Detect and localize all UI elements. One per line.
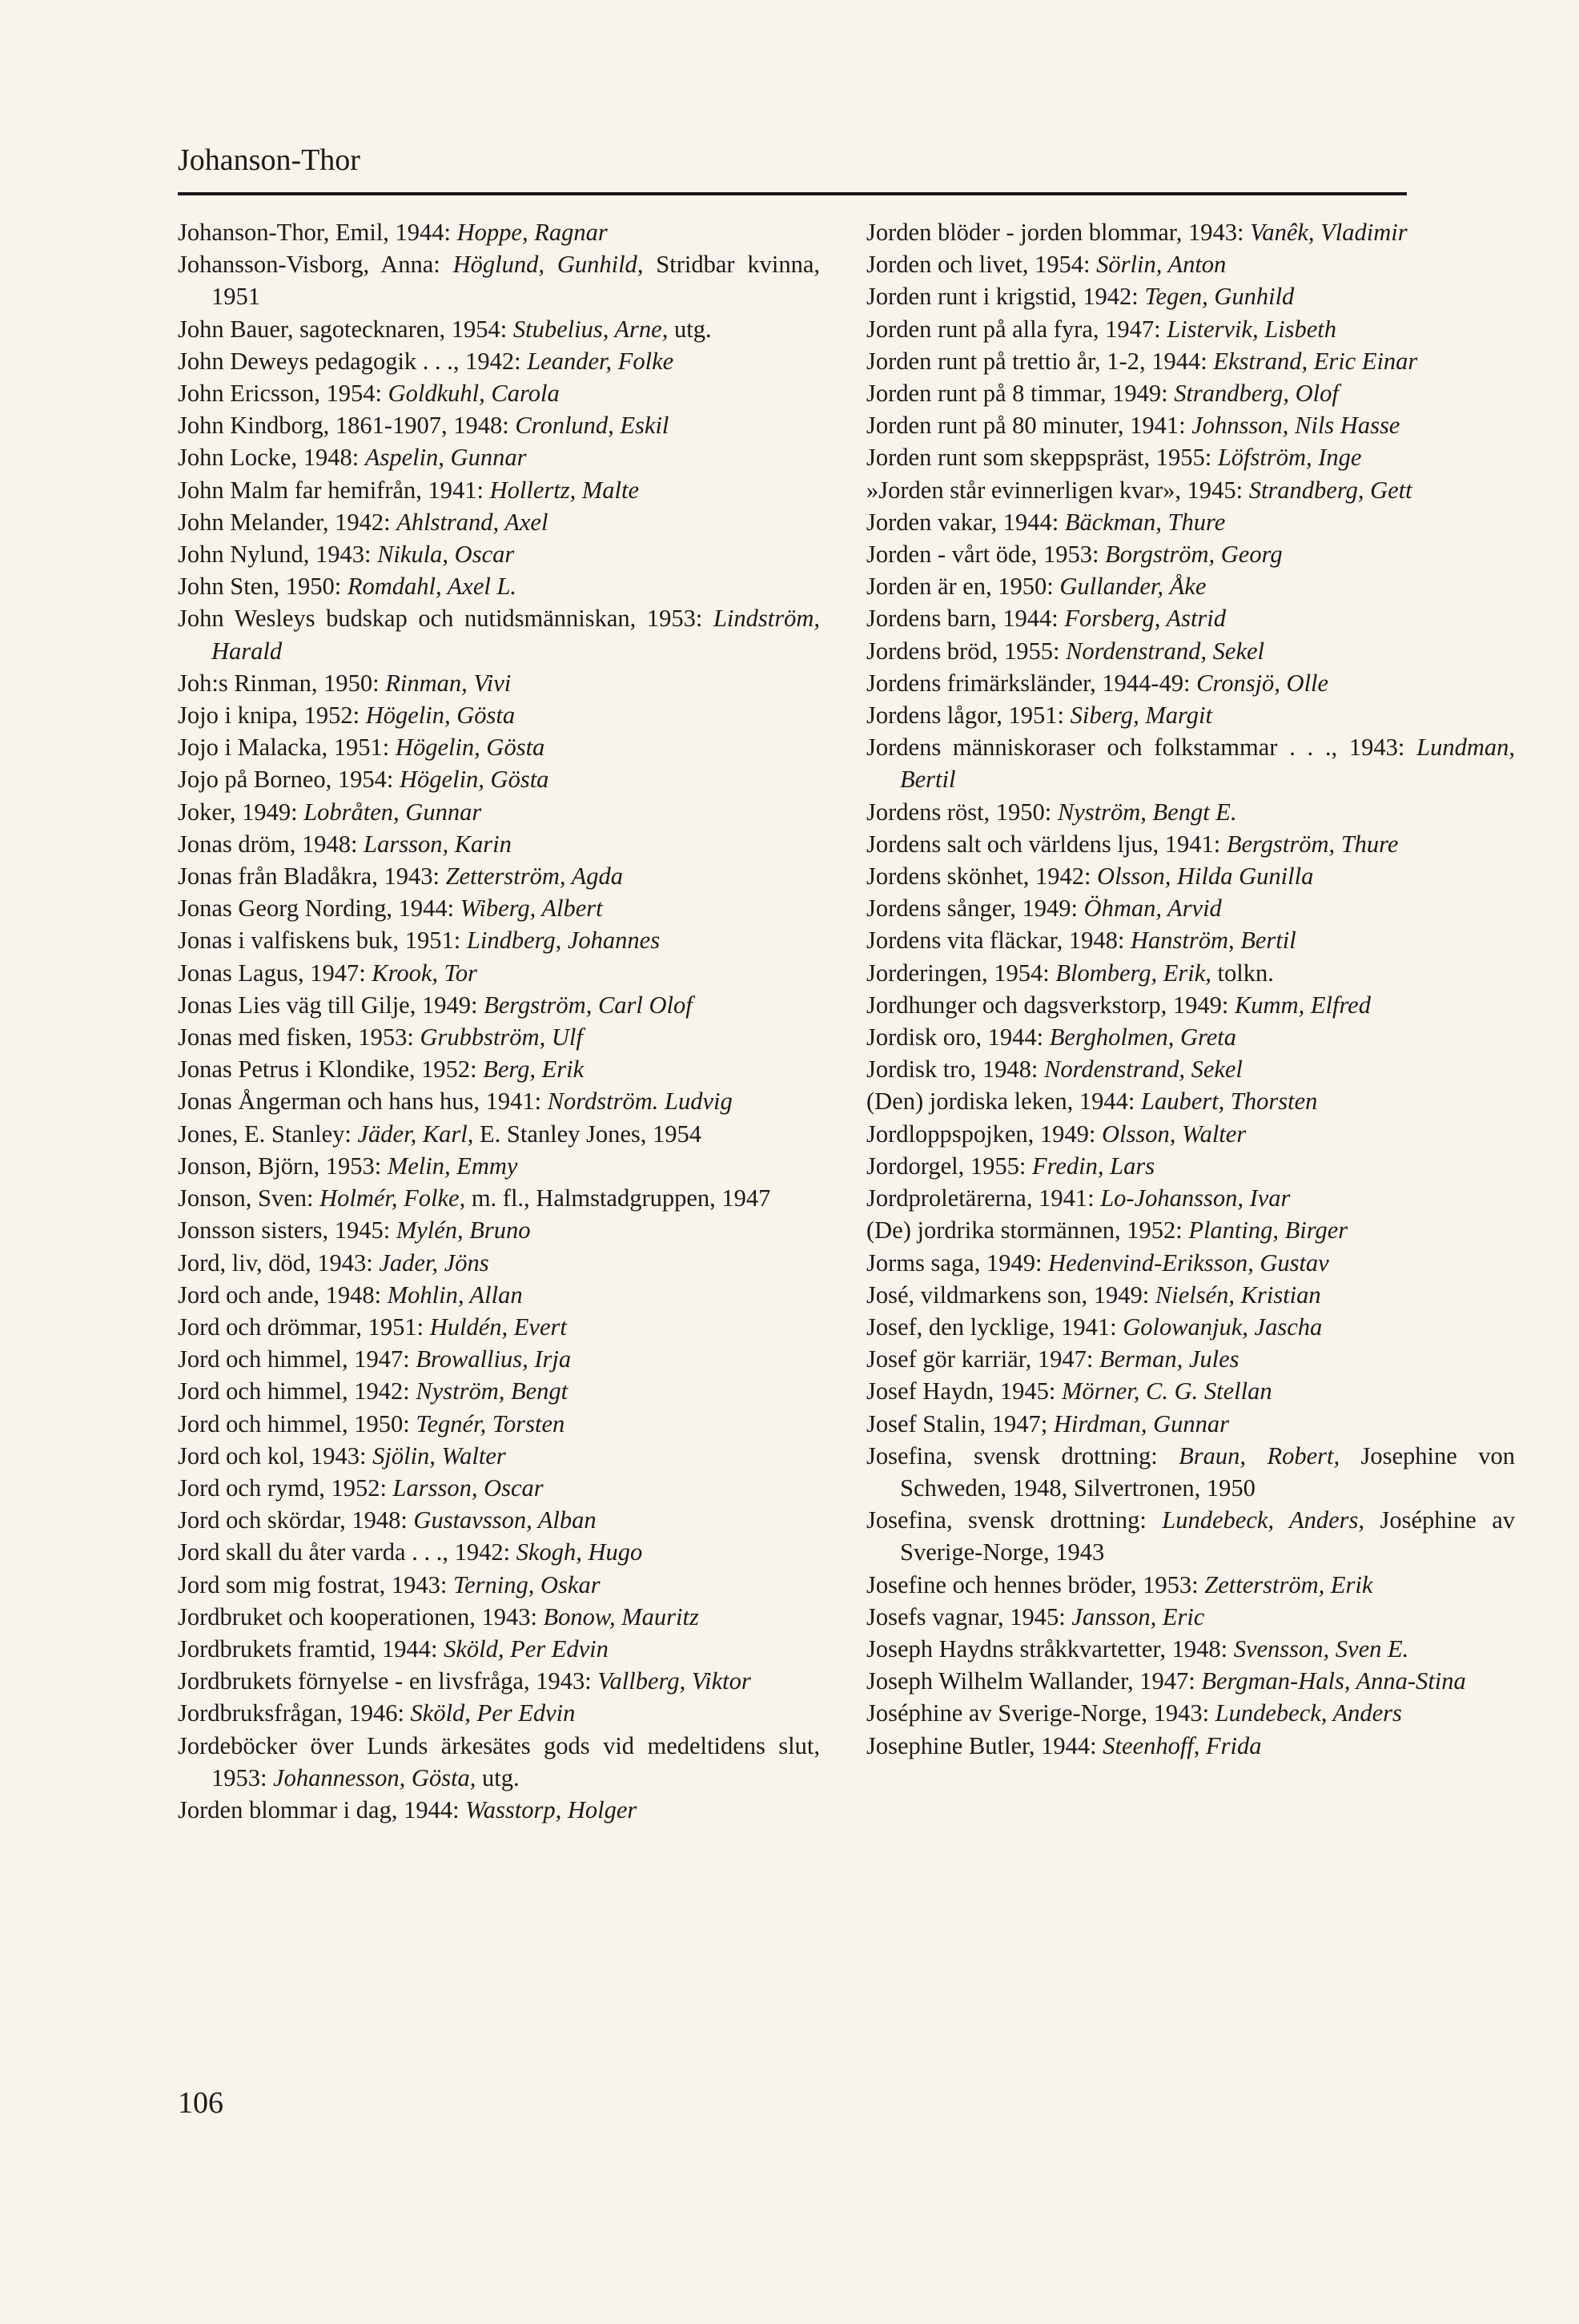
entry-title: Jonas Ångerman och hans hus, 1941: bbox=[178, 1088, 548, 1116]
entry-title: Jordloppspojken, 1949: bbox=[866, 1120, 1102, 1148]
entry-author: Lundebeck, Anders bbox=[1215, 1699, 1402, 1727]
entry-remainder: Joséphine av Sverige-Norge, 1943 bbox=[900, 1506, 1515, 1566]
entry-title: Jordisk oro, 1944: bbox=[866, 1023, 1050, 1051]
entry-title: Jord och himmel, 1950: bbox=[178, 1409, 416, 1437]
entry-author: Bergman-Hals, Anna-Stina bbox=[1201, 1667, 1466, 1695]
entry-author: Hollertz, Malte bbox=[489, 476, 640, 504]
index-entry bbox=[178, 1150, 820, 1182]
index-entry bbox=[178, 1118, 820, 1150]
entry-author: Högelin, Gösta bbox=[365, 702, 516, 730]
entry-author: Siberg, Margit bbox=[1070, 702, 1212, 730]
entry-title: Jord och ande, 1948: bbox=[178, 1281, 388, 1309]
entry-author: Fredin, Lars bbox=[1032, 1152, 1155, 1180]
entry-title: Josefs vagnar, 1945: bbox=[866, 1602, 1072, 1630]
entry-title: Jordens skönhet, 1942: bbox=[866, 862, 1098, 891]
entry-author: Holmér, Folke, bbox=[319, 1184, 466, 1212]
entry-author: Goldkuhl, Carola bbox=[388, 380, 560, 408]
entry-title: Jorden runt på 8 timmar, 1949: bbox=[866, 380, 1175, 408]
index-entry bbox=[178, 860, 820, 892]
entry-title: Jonas i valfiskens buk, 1951: bbox=[178, 927, 467, 955]
entry-author: Forsberg, Astrid bbox=[1064, 605, 1227, 633]
entry-title: Jonas med fisken, 1953: bbox=[178, 1023, 420, 1051]
entry-author: Mohlin, Allan bbox=[387, 1281, 523, 1309]
entry-author: Blomberg, Erik, bbox=[1055, 959, 1211, 987]
entry-title: Jorden runt på 80 minuter, 1941: bbox=[866, 412, 1192, 440]
index-entry bbox=[178, 1440, 820, 1472]
entry-remainder: utg. bbox=[668, 315, 712, 343]
entry-title: Jorden vakar, 1944: bbox=[866, 508, 1065, 536]
entry-title: Jojo på Borneo, 1954: bbox=[178, 766, 400, 794]
index-entry bbox=[866, 731, 1515, 795]
entry-title: Jorderingen, 1954: bbox=[866, 959, 1056, 987]
entry-title: John Malm far hemifrån, 1941: bbox=[178, 476, 490, 504]
index-entry bbox=[178, 1794, 820, 1826]
index-entry bbox=[866, 1085, 1515, 1117]
entry-author: Steenhoff, Frida bbox=[1103, 1731, 1262, 1759]
entry-author: Hirdman, Gunnar bbox=[1053, 1409, 1230, 1437]
index-entry bbox=[866, 1118, 1515, 1150]
entry-title: Jonson, Björn, 1953: bbox=[178, 1152, 388, 1180]
index-entry bbox=[178, 667, 820, 699]
index-entry bbox=[178, 474, 820, 506]
entry-author: Gullander, Åke bbox=[1059, 573, 1207, 601]
index-entry bbox=[178, 345, 820, 377]
entry-author: Terning, Oskar bbox=[452, 1570, 601, 1598]
index-entry bbox=[178, 1279, 820, 1311]
entry-author: Lundman, Bertil bbox=[900, 734, 1515, 794]
entry-author: Lundebeck, Anders, bbox=[1162, 1506, 1364, 1534]
index-entry bbox=[178, 216, 820, 248]
entry-author: Vallberg, Viktor bbox=[597, 1667, 751, 1695]
entry-title: Jones, E. Stanley: bbox=[178, 1120, 358, 1148]
entry-title: Jorden och livet, 1954: bbox=[866, 251, 1097, 279]
index-entry bbox=[866, 377, 1515, 409]
index-entry bbox=[866, 828, 1515, 860]
entry-author: Höglund, Gunhild, bbox=[452, 251, 644, 279]
entry-title: Joséphine av Sverige-Norge, 1943: bbox=[866, 1699, 1215, 1727]
index-entry bbox=[178, 892, 820, 924]
index-entry bbox=[178, 1697, 820, 1729]
entry-author: Bergström, Thure bbox=[1226, 830, 1399, 858]
entry-author: Romdahl, Axel L. bbox=[347, 573, 517, 601]
entry-title: Jorden runt på alla fyra, 1947: bbox=[866, 315, 1167, 343]
entry-title: Jordens frimärksländer, 1944-49: bbox=[866, 669, 1197, 697]
entry-title: Jonas Lies väg till Gilje, 1949: bbox=[178, 991, 484, 1019]
index-entry bbox=[178, 602, 820, 666]
entry-title: John Bauer, sagotecknaren, 1954: bbox=[178, 315, 513, 343]
entry-author: Hanström, Bertil bbox=[1130, 927, 1296, 955]
entry-title: Josefine och hennes bröder, 1953: bbox=[866, 1570, 1205, 1598]
index-entry bbox=[178, 1085, 820, 1117]
entry-author: Vanêk, Vladimir bbox=[1250, 219, 1408, 246]
index-entry bbox=[866, 409, 1515, 441]
index-entry bbox=[866, 1730, 1515, 1762]
entry-title: John Ericsson, 1954: bbox=[178, 380, 388, 408]
index-entry bbox=[866, 860, 1515, 892]
entry-author: Larsson, Karin bbox=[364, 830, 512, 858]
entry-author: Nikula, Oscar bbox=[377, 541, 515, 569]
index-entry bbox=[866, 1504, 1515, 1568]
entry-title: Jorden blommar i dag, 1944: bbox=[178, 1795, 466, 1823]
index-entry bbox=[866, 280, 1515, 312]
entry-title: Josef Stalin, 1947; bbox=[866, 1409, 1054, 1437]
index-entry bbox=[178, 248, 820, 312]
index-entry bbox=[866, 989, 1515, 1021]
entry-author: Wasstorp, Holger bbox=[465, 1795, 637, 1823]
entry-author: Bergström, Carl Olof bbox=[484, 991, 693, 1019]
entry-author: Sörlin, Anton bbox=[1096, 251, 1227, 279]
index-entry bbox=[178, 441, 820, 473]
index-entry bbox=[866, 602, 1515, 634]
entry-title: Jojo i knipa, 1952: bbox=[178, 702, 366, 730]
index-entry bbox=[178, 924, 820, 956]
entry-title: Jorden - vårt öde, 1953: bbox=[866, 541, 1106, 569]
entry-title: Jordens vita fläckar, 1948: bbox=[866, 927, 1131, 955]
entry-title: Jordens lågor, 1951: bbox=[866, 702, 1071, 730]
index-entry bbox=[866, 1665, 1515, 1697]
index-entry bbox=[178, 1408, 820, 1440]
entry-title: Joseph Wilhelm Wallander, 1947: bbox=[866, 1667, 1202, 1695]
entry-author: Ahlstrand, Axel bbox=[396, 508, 548, 536]
entry-title: Josef Haydn, 1945: bbox=[866, 1377, 1062, 1405]
entry-author: Hedenvind-Eriksson, Gustav bbox=[1048, 1248, 1329, 1277]
entry-author: Jäder, Karl, bbox=[357, 1120, 474, 1148]
index-entry bbox=[178, 1311, 820, 1343]
running-head: Johanson-Thor bbox=[178, 143, 360, 177]
index-entry bbox=[178, 828, 820, 860]
entry-title: Jordhunger och dagsverkstorp, 1949: bbox=[866, 991, 1235, 1019]
entry-author: Johannesson, Gösta, bbox=[273, 1763, 476, 1791]
index-entry bbox=[866, 1311, 1515, 1343]
left-column bbox=[178, 216, 820, 1826]
index-entry bbox=[178, 1182, 820, 1214]
entry-author: Olsson, Hilda Gunilla bbox=[1097, 862, 1314, 891]
index-entry bbox=[866, 1697, 1515, 1729]
index-entry bbox=[178, 796, 820, 828]
entry-author: Planting, Birger bbox=[1188, 1216, 1348, 1244]
index-entry bbox=[866, 667, 1515, 699]
entry-author: Nyström, Bengt E. bbox=[1057, 798, 1237, 826]
entry-title: (De) jordrika stormännen, 1952: bbox=[866, 1216, 1189, 1244]
entry-author: Nyström, Bengt bbox=[416, 1377, 569, 1405]
entry-author: Berg, Erik bbox=[483, 1055, 585, 1084]
index-entry bbox=[866, 957, 1515, 989]
index-entry bbox=[866, 1182, 1515, 1214]
index-entry bbox=[178, 1504, 820, 1536]
entry-author: Larsson, Oscar bbox=[392, 1474, 544, 1502]
entry-author: Lobråten, Gunnar bbox=[303, 798, 482, 826]
entry-title: Jordens barn, 1944: bbox=[866, 605, 1065, 633]
index-entry bbox=[866, 474, 1515, 506]
entry-title: Josephine Butler, 1944: bbox=[866, 1731, 1103, 1759]
index-entry bbox=[178, 1665, 820, 1697]
entry-title: Jordbruksfrågan, 1946: bbox=[178, 1699, 411, 1727]
entry-author: Braun, Robert, bbox=[1179, 1441, 1340, 1470]
entry-title: (Den) jordiska leken, 1944: bbox=[866, 1088, 1142, 1116]
entry-remainder: Stridbar kvinna, 1951 bbox=[211, 251, 820, 311]
entry-author: Olsson, Walter bbox=[1101, 1120, 1247, 1148]
index-entry bbox=[866, 1375, 1515, 1407]
entry-author: Sköld, Per Edvin bbox=[410, 1699, 576, 1727]
index-entry bbox=[866, 538, 1515, 570]
entry-title: Jorden runt på trettio år, 1-2, 1944: bbox=[866, 347, 1214, 375]
entry-title: »Jorden står evinnerligen kvar», 1945: bbox=[866, 476, 1249, 504]
index-entry bbox=[866, 1440, 1515, 1504]
entry-title: Jord och himmel, 1942: bbox=[178, 1377, 416, 1405]
entry-title: John Sten, 1950: bbox=[178, 573, 348, 601]
index-entry bbox=[866, 313, 1515, 345]
entry-author: Zetterström, Erik bbox=[1204, 1570, 1373, 1598]
entry-author: Krook, Tor bbox=[372, 959, 477, 987]
index-entry bbox=[866, 1569, 1515, 1601]
index-entry bbox=[866, 570, 1515, 602]
entry-title: Joh:s Rinman, 1950: bbox=[178, 669, 386, 697]
index-entry bbox=[866, 1408, 1515, 1440]
index-entry bbox=[178, 1536, 820, 1568]
entry-author: Grubbström, Ulf bbox=[420, 1023, 583, 1051]
index-entry bbox=[178, 1569, 820, 1601]
index-entry bbox=[178, 1214, 820, 1246]
entry-title: Jord och drömmar, 1951: bbox=[178, 1313, 430, 1341]
index-entry bbox=[866, 1150, 1515, 1182]
entry-author: Bäckman, Thure bbox=[1064, 508, 1226, 536]
header-rule bbox=[178, 192, 1407, 195]
index-entry bbox=[866, 1214, 1515, 1246]
index-entry bbox=[866, 796, 1515, 828]
entry-title: Jord som mig fostrat, 1943: bbox=[178, 1570, 453, 1598]
index-entry bbox=[178, 699, 820, 731]
entry-title: Jordbrukets framtid, 1944: bbox=[178, 1634, 444, 1663]
entry-title: Jonsson sisters, 1945: bbox=[178, 1216, 396, 1244]
entry-title: Joker, 1949: bbox=[178, 798, 304, 826]
entry-author: Leander, Folke bbox=[527, 347, 674, 375]
index-entry bbox=[178, 570, 820, 602]
entry-author: Gustavsson, Alban bbox=[413, 1506, 597, 1534]
entry-author: Stubelius, Arne, bbox=[512, 315, 669, 343]
entry-author: Kumm, Elfred bbox=[1234, 991, 1371, 1019]
index-entry bbox=[866, 699, 1515, 731]
index-entry bbox=[866, 1601, 1515, 1633]
entry-author: Golowanjuk, Jascha bbox=[1123, 1313, 1323, 1341]
index-entry bbox=[178, 506, 820, 538]
index-entry bbox=[178, 731, 820, 763]
index-entry bbox=[178, 1472, 820, 1504]
entry-author: Tegnér, Torsten bbox=[416, 1409, 565, 1437]
entry-remainder: E. Stanley Jones, 1954 bbox=[473, 1120, 702, 1148]
entry-author: Nordenstrand, Sekel bbox=[1043, 1055, 1243, 1084]
page-number: 106 bbox=[178, 2086, 223, 2120]
entry-title: Jojo i Malacka, 1951: bbox=[178, 734, 396, 762]
entry-title: Jonas dröm, 1948: bbox=[178, 830, 364, 858]
entry-title: Jordens sånger, 1949: bbox=[866, 895, 1084, 923]
index-entry bbox=[866, 506, 1515, 538]
entry-author: Melin, Emmy bbox=[387, 1152, 518, 1180]
index-entry bbox=[866, 1343, 1515, 1375]
entry-author: Laubert, Thorsten bbox=[1141, 1088, 1318, 1116]
entry-remainder: tolkn. bbox=[1211, 959, 1274, 987]
entry-author: Tegen, Gunhild bbox=[1144, 283, 1295, 311]
index-entry bbox=[178, 313, 820, 345]
entry-title: Joseph Haydns stråkkvartetter, 1948: bbox=[866, 1634, 1234, 1663]
entry-title: José, vildmarkens son, 1949: bbox=[866, 1281, 1155, 1309]
entry-title: Jordens röst, 1950: bbox=[866, 798, 1058, 826]
index-entry bbox=[178, 763, 820, 795]
entry-title: Jonas Petrus i Klondike, 1952: bbox=[178, 1055, 484, 1084]
entry-author: Nielsén, Kristian bbox=[1155, 1281, 1321, 1309]
entry-title: Jordens människoraser och folkstammar . . ., 1943: bbox=[866, 734, 1417, 762]
index-entry bbox=[178, 1021, 820, 1053]
entry-author: Browallius, Irja bbox=[416, 1345, 572, 1373]
entry-author: Hoppe, Ragnar bbox=[456, 219, 608, 246]
entry-title: Josef gör karriär, 1947: bbox=[866, 1345, 1099, 1373]
entry-author: Bergholmen, Greta bbox=[1049, 1023, 1236, 1051]
index-entry bbox=[178, 1343, 820, 1375]
entry-title: Jonas Lagus, 1947: bbox=[178, 959, 372, 987]
entry-author: Öhman, Arvid bbox=[1083, 895, 1222, 923]
entry-title: Jorden är en, 1950: bbox=[866, 573, 1060, 601]
index-entry bbox=[178, 1730, 820, 1794]
entry-title: John Melander, 1942: bbox=[178, 508, 397, 536]
index-entry bbox=[178, 538, 820, 570]
entry-title: Jord skall du åter varda . . ., 1942: bbox=[178, 1538, 516, 1566]
index-entry bbox=[178, 1053, 820, 1085]
index-entry bbox=[866, 1021, 1515, 1053]
index-entry bbox=[866, 216, 1515, 248]
entry-author: Nordström. Ludvig bbox=[547, 1088, 733, 1116]
entry-author: Bonow, Mauritz bbox=[543, 1602, 699, 1630]
entry-title: Josefina, svensk drottning: bbox=[866, 1441, 1179, 1470]
index-entry bbox=[866, 924, 1515, 956]
entry-author: Skogh, Hugo bbox=[516, 1538, 643, 1566]
entry-remainder: utg. bbox=[476, 1763, 520, 1791]
index-entry bbox=[178, 1247, 820, 1279]
entry-author: Lindström, Harald bbox=[211, 605, 820, 665]
index-entry bbox=[178, 957, 820, 989]
entry-title: Jorden blöder - jorden blommar, 1943: bbox=[866, 219, 1251, 246]
entry-author: Sjölin, Walter bbox=[372, 1441, 506, 1470]
index-entry bbox=[178, 409, 820, 441]
entry-title: Jordorgel, 1955: bbox=[866, 1152, 1032, 1180]
entry-remainder: m. fl., Halmstadgruppen, 1947 bbox=[465, 1184, 771, 1212]
entry-title: Jonas från Bladåkra, 1943: bbox=[178, 862, 446, 891]
entry-title: Jordbrukets förnyelse - en livsfråga, 1943: bbox=[178, 1667, 598, 1695]
entry-title: Jordbruket och kooperationen, 1943: bbox=[178, 1602, 544, 1630]
entry-author: Mörner, C. G. Stellan bbox=[1061, 1377, 1272, 1405]
right-column bbox=[866, 216, 1515, 1762]
index-entry bbox=[866, 441, 1515, 473]
index-entry bbox=[866, 892, 1515, 924]
entry-author: Nordenstrand, Sekel bbox=[1066, 637, 1264, 665]
entry-title: John Deweys pedagogik . . ., 1942: bbox=[178, 347, 528, 375]
entry-author: Ekstrand, Eric Einar bbox=[1213, 347, 1418, 375]
index-entry bbox=[178, 989, 820, 1021]
entry-title: Jord och himmel, 1947: bbox=[178, 1345, 416, 1373]
index-entry bbox=[866, 1633, 1515, 1665]
entry-title: John Nylund, 1943: bbox=[178, 541, 378, 569]
entry-author: Lindberg, Johannes bbox=[466, 927, 661, 955]
entry-author: Borgström, Georg bbox=[1105, 541, 1283, 569]
entry-title: Jorms saga, 1949: bbox=[866, 1248, 1049, 1277]
entry-title: Johanson-Thor, Emil, 1944: bbox=[178, 219, 457, 246]
entry-title: Jonas Georg Nording, 1944: bbox=[178, 895, 460, 923]
index-entry bbox=[866, 345, 1515, 377]
entry-title: Jordens bröd, 1955: bbox=[866, 637, 1067, 665]
entry-title: Jord och skördar, 1948: bbox=[178, 1506, 414, 1534]
entry-title: Jonson, Sven: bbox=[178, 1184, 320, 1212]
entry-title: John Locke, 1948: bbox=[178, 444, 365, 472]
entry-author: Huldén, Evert bbox=[429, 1313, 567, 1341]
index-entry bbox=[178, 1633, 820, 1665]
entry-author: Rinman, Vivi bbox=[385, 669, 512, 697]
entry-author: Cronsjö, Olle bbox=[1196, 669, 1329, 697]
entry-author: Listervik, Lisbeth bbox=[1167, 315, 1337, 343]
entry-title: Jordproletärerna, 1941: bbox=[866, 1184, 1101, 1212]
entry-author: Svensson, Sven E. bbox=[1233, 1634, 1409, 1663]
entry-author: Berman, Jules bbox=[1099, 1345, 1239, 1373]
entry-title: John Kindborg, 1861-1907, 1948: bbox=[178, 412, 516, 440]
index-entry bbox=[178, 377, 820, 409]
entry-remainder: Josephine von Schweden, 1948, Silvertronen, 1950 bbox=[900, 1441, 1515, 1502]
entry-author: Cronlund, Eskil bbox=[515, 412, 669, 440]
entry-title: Jord och kol, 1943: bbox=[178, 1441, 373, 1470]
entry-author: Zetterström, Agda bbox=[445, 862, 623, 891]
entry-author: Löfström, Inge bbox=[1217, 444, 1362, 472]
entry-author: Lo-Johansson, Ivar bbox=[1100, 1184, 1291, 1212]
entry-author: Strandberg, Gett bbox=[1248, 476, 1412, 504]
index-entry bbox=[178, 1601, 820, 1633]
index-entry bbox=[178, 1375, 820, 1407]
entry-author: Jansson, Eric bbox=[1071, 1602, 1205, 1630]
index-entry bbox=[866, 1053, 1515, 1085]
entry-title: Johansson-Visborg, Anna: bbox=[178, 251, 453, 279]
entry-title: John Wesleys budskap och nutidsmänniskan, 1953: bbox=[178, 605, 713, 633]
index-entry bbox=[866, 635, 1515, 667]
entry-title: Jord och rymd, 1952: bbox=[178, 1474, 393, 1502]
entry-title: Jorden runt som skeppspräst, 1955: bbox=[866, 444, 1218, 472]
index-entry bbox=[866, 1247, 1515, 1279]
entry-title: Josef, den lycklige, 1941: bbox=[866, 1313, 1123, 1341]
entry-author: Johnsson, Nils Hasse bbox=[1191, 412, 1400, 440]
index-entry bbox=[866, 1279, 1515, 1311]
entry-title: Josefina, svensk drottning: bbox=[866, 1506, 1163, 1534]
entry-title: Jord, liv, död, 1943: bbox=[178, 1248, 380, 1277]
entry-title: Jordeböcker över Lunds ärkesätes gods vid medeltidens slut, 1953: bbox=[178, 1731, 820, 1791]
entry-author: Högelin, Gösta bbox=[395, 734, 545, 762]
entry-author: Sköld, Per Edvin bbox=[444, 1634, 609, 1663]
entry-author: Mylén, Bruno bbox=[396, 1216, 531, 1244]
entry-author: Högelin, Gösta bbox=[400, 766, 549, 794]
entry-author: Jader, Jöns bbox=[379, 1248, 489, 1277]
entry-author: Aspelin, Gunnar bbox=[364, 444, 527, 472]
index-entry bbox=[866, 248, 1515, 280]
entry-title: Jordens salt och världens ljus, 1941: bbox=[866, 830, 1227, 858]
entry-author: Wiberg, Albert bbox=[460, 895, 603, 923]
entry-title: Jorden runt i krigstid, 1942: bbox=[866, 283, 1145, 311]
entry-author: Strandberg, Olof bbox=[1174, 380, 1339, 408]
entry-title: Jordisk tro, 1948: bbox=[866, 1055, 1044, 1084]
